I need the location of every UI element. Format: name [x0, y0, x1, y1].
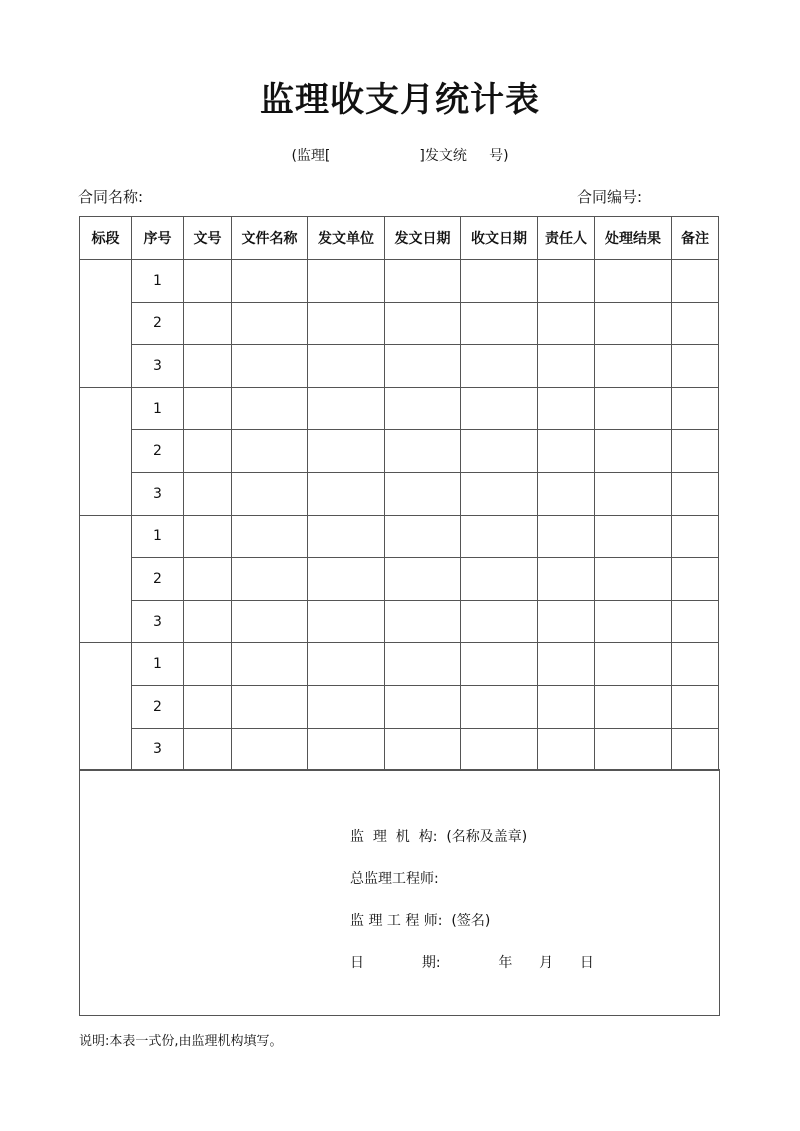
date-line: 日 期: 年 月 日	[350, 955, 594, 971]
data-cell[interactable]	[184, 260, 232, 303]
data-cell[interactable]	[461, 260, 538, 303]
data-cell[interactable]	[672, 643, 719, 686]
data-cell[interactable]	[672, 558, 719, 601]
data-cell[interactable]	[672, 345, 719, 388]
data-cell[interactable]	[595, 643, 672, 686]
data-cell[interactable]	[385, 260, 461, 303]
seq-cell: 3	[132, 728, 184, 771]
table-row	[80, 600, 719, 643]
data-cell[interactable]	[538, 685, 595, 728]
header-file-name: 文件名称	[232, 217, 308, 260]
data-cell[interactable]	[538, 728, 595, 771]
data-cell[interactable]	[184, 302, 232, 345]
data-cell[interactable]	[308, 515, 385, 558]
data-cell[interactable]	[672, 472, 719, 515]
data-cell[interactable]	[385, 430, 461, 473]
contract-name-label: 合同名称:	[78, 188, 144, 206]
seq-cell: 1	[132, 387, 184, 430]
seq-cell: 2	[132, 558, 184, 601]
table-row	[80, 643, 719, 686]
data-cell[interactable]	[308, 558, 385, 601]
header-section: 标段	[80, 217, 132, 260]
header-receive-date: 收文日期	[461, 217, 538, 260]
table-row	[80, 260, 719, 303]
chief-engineer-line: 总监理工程师:	[350, 871, 439, 887]
data-cell[interactable]	[461, 515, 538, 558]
data-cell[interactable]	[538, 643, 595, 686]
data-cell[interactable]	[461, 430, 538, 473]
data-cell[interactable]	[308, 728, 385, 771]
table-row	[80, 345, 719, 388]
data-cell[interactable]	[385, 600, 461, 643]
supervision-org-line: 监 理 机 构: (名称及盖章)	[350, 829, 528, 845]
table-row	[80, 472, 719, 515]
data-cell[interactable]	[184, 387, 232, 430]
seq-cell: 2	[132, 302, 184, 345]
data-cell[interactable]	[538, 558, 595, 601]
data-cell[interactable]	[232, 345, 308, 388]
data-cell[interactable]	[385, 345, 461, 388]
table-row	[80, 558, 719, 601]
data-cell[interactable]	[232, 728, 308, 771]
data-cell[interactable]	[232, 685, 308, 728]
data-cell[interactable]	[595, 472, 672, 515]
seq-cell: 2	[132, 430, 184, 473]
data-cell[interactable]	[672, 260, 719, 303]
header-responsible: 责任人	[538, 217, 595, 260]
data-cell[interactable]	[595, 345, 672, 388]
data-cell[interactable]	[595, 302, 672, 345]
data-cell[interactable]	[308, 387, 385, 430]
data-cell[interactable]	[184, 643, 232, 686]
data-cell[interactable]	[538, 345, 595, 388]
section-cell[interactable]	[80, 260, 132, 388]
data-cell[interactable]	[232, 472, 308, 515]
section-cell[interactable]	[80, 643, 132, 771]
section-cell[interactable]	[80, 387, 132, 515]
data-cell[interactable]	[232, 260, 308, 303]
data-cell[interactable]	[232, 302, 308, 345]
table-row	[80, 728, 719, 771]
data-cell[interactable]	[461, 387, 538, 430]
data-cell[interactable]	[385, 472, 461, 515]
data-cell[interactable]	[184, 430, 232, 473]
contract-no-label: 合同编号:	[577, 188, 643, 206]
data-cell[interactable]	[595, 685, 672, 728]
data-cell[interactable]	[308, 600, 385, 643]
data-cell[interactable]	[385, 515, 461, 558]
data-cell[interactable]	[538, 302, 595, 345]
section-cell[interactable]	[80, 515, 132, 643]
table-header-row	[80, 217, 719, 260]
data-cell[interactable]	[385, 302, 461, 345]
data-cell[interactable]	[232, 600, 308, 643]
data-cell[interactable]	[672, 387, 719, 430]
data-cell[interactable]	[385, 643, 461, 686]
data-cell[interactable]	[461, 558, 538, 601]
data-cell[interactable]	[184, 558, 232, 601]
header-issue-date: 发文日期	[385, 217, 461, 260]
header-doc-no: 文号	[184, 217, 232, 260]
data-cell[interactable]	[308, 345, 385, 388]
table-row	[80, 387, 719, 430]
engineer-line: 监 理 工 程 师: (签名)	[350, 913, 491, 929]
data-cell[interactable]	[232, 387, 308, 430]
data-cell[interactable]	[595, 260, 672, 303]
data-cell[interactable]	[385, 387, 461, 430]
data-cell[interactable]	[538, 600, 595, 643]
data-cell[interactable]	[184, 600, 232, 643]
data-cell[interactable]	[595, 728, 672, 771]
data-cell[interactable]	[461, 728, 538, 771]
data-cell[interactable]	[232, 643, 308, 686]
data-cell[interactable]	[595, 387, 672, 430]
data-cell[interactable]	[672, 685, 719, 728]
table-row	[80, 685, 719, 728]
data-cell[interactable]	[461, 472, 538, 515]
data-cell[interactable]	[461, 643, 538, 686]
data-cell[interactable]	[461, 302, 538, 345]
data-cell[interactable]	[538, 515, 595, 558]
table-row	[80, 515, 719, 558]
data-cell[interactable]	[538, 260, 595, 303]
data-cell[interactable]	[672, 728, 719, 771]
seq-cell: 2	[132, 685, 184, 728]
data-cell[interactable]	[232, 515, 308, 558]
data-cell[interactable]	[461, 345, 538, 388]
doc-number-line: (监理[ ]发文统 号)	[291, 148, 509, 164]
data-cell[interactable]	[232, 430, 308, 473]
data-cell[interactable]	[308, 260, 385, 303]
data-cell[interactable]	[308, 472, 385, 515]
data-cell[interactable]	[595, 600, 672, 643]
seq-cell: 3	[132, 345, 184, 388]
data-cell[interactable]	[184, 515, 232, 558]
header-seq: 序号	[132, 217, 184, 260]
table-row	[80, 430, 719, 473]
seq-cell: 1	[132, 260, 184, 303]
seq-cell: 3	[132, 600, 184, 643]
data-cell[interactable]	[461, 600, 538, 643]
data-cell[interactable]	[385, 558, 461, 601]
note-text: 说明:本表一式份,由监理机构填写。	[79, 1034, 283, 1049]
table-body	[80, 260, 719, 771]
data-cell[interactable]	[184, 685, 232, 728]
statistics-table	[79, 216, 719, 771]
data-cell[interactable]	[184, 345, 232, 388]
header-remarks: 备注	[672, 217, 719, 260]
data-cell[interactable]	[595, 558, 672, 601]
data-cell[interactable]	[672, 515, 719, 558]
data-cell[interactable]	[184, 728, 232, 771]
data-cell[interactable]	[595, 515, 672, 558]
data-cell[interactable]	[538, 430, 595, 473]
seq-cell: 3	[132, 472, 184, 515]
data-cell[interactable]	[308, 643, 385, 686]
data-cell[interactable]	[308, 302, 385, 345]
data-cell[interactable]	[385, 685, 461, 728]
page-title: 监理收支月统计表	[260, 80, 540, 120]
seq-cell: 1	[132, 643, 184, 686]
header-issuer: 发文单位	[308, 217, 385, 260]
data-cell[interactable]	[672, 430, 719, 473]
data-cell[interactable]	[538, 387, 595, 430]
data-cell[interactable]	[308, 685, 385, 728]
data-cell[interactable]	[672, 302, 719, 345]
data-cell[interactable]	[595, 430, 672, 473]
data-cell[interactable]	[308, 430, 385, 473]
table-row	[80, 302, 719, 345]
data-cell[interactable]	[672, 600, 719, 643]
header-result: 处理结果	[595, 217, 672, 260]
data-cell[interactable]	[461, 685, 538, 728]
seq-cell: 1	[132, 515, 184, 558]
data-cell[interactable]	[385, 728, 461, 771]
data-cell[interactable]	[232, 558, 308, 601]
data-cell[interactable]	[184, 472, 232, 515]
signature-box	[79, 769, 720, 1016]
data-cell[interactable]	[538, 472, 595, 515]
